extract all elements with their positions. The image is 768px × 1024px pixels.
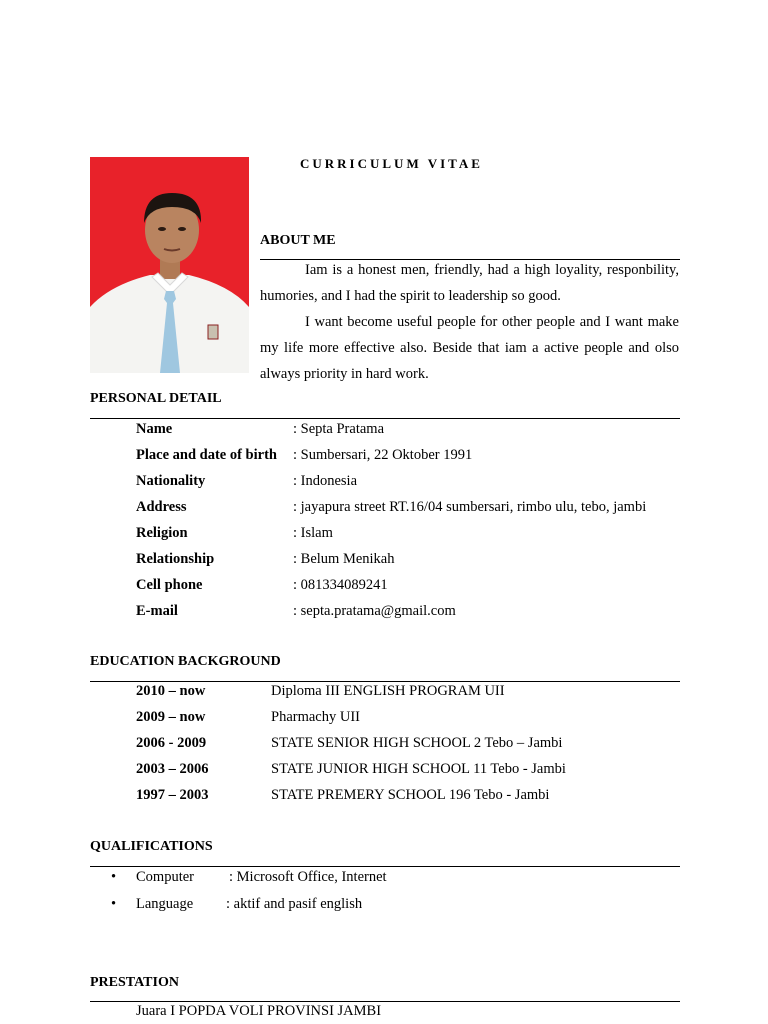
about-text — [260, 257, 679, 387]
detail-value: : Sumbersari, 22 Oktober 1991 — [293, 447, 473, 463]
education-row — [136, 732, 566, 758]
detail-value: : Islam — [293, 525, 333, 541]
detail-row — [136, 574, 646, 600]
about-heading: ABOUT ME — [260, 233, 336, 248]
qualifications-list — [111, 866, 387, 920]
detail-row — [136, 496, 646, 522]
qualification-value: : Microsoft Office, Internet — [229, 869, 387, 885]
bullet-icon: • — [111, 896, 117, 912]
education-school: Diploma III ENGLISH PROGRAM UII — [271, 683, 505, 699]
detail-value: : septa.pratama@gmail.com — [293, 603, 456, 619]
qualification-value: : aktif and pasif english — [226, 896, 363, 912]
detail-label: Name — [136, 421, 173, 437]
education-row — [136, 706, 566, 732]
about-paragraph: I want become useful people for other people and I want make my life more effective also. Beside that iam a active people and olso always priority in hard work. — [260, 314, 679, 382]
detail-label: Relationship — [136, 551, 215, 567]
qualification-item — [111, 893, 387, 920]
document-title: CURRICULUM VITAE — [300, 156, 483, 171]
detail-row — [136, 444, 646, 470]
qualification-label: Computer — [136, 869, 194, 885]
education-years: 2009 – now — [136, 709, 206, 725]
detail-value: : 081334089241 — [293, 577, 388, 593]
qualification-item — [111, 866, 387, 893]
detail-label: Cell phone — [136, 577, 203, 593]
detail-value: : Septa Pratama — [293, 421, 385, 437]
detail-row — [136, 600, 646, 626]
detail-label: Nationality — [136, 473, 206, 489]
education-school: STATE SENIOR HIGH SCHOOL 2 Tebo – Jambi — [271, 735, 563, 751]
education-heading: EDUCATION BACKGROUND — [90, 654, 281, 669]
about-paragraph: Iam is a honest men, friendly, had a high loyality, responbility, humories, and I had the spirit to leadership so good. — [260, 262, 679, 304]
personal-detail-list — [136, 418, 646, 626]
detail-label: Address — [136, 499, 187, 515]
detail-value: : jayapura street RT.16/04 sumbersari, rimbo ulu, tebo, jambi — [293, 499, 647, 515]
profile-photo — [90, 157, 249, 373]
prestation-heading: PRESTATION — [90, 975, 179, 990]
education-school: STATE JUNIOR HIGH SCHOOL 11 Tebo - Jambi — [271, 761, 566, 777]
education-years: 2010 – now — [136, 683, 206, 699]
detail-row — [136, 418, 646, 444]
detail-value: : Indonesia — [293, 473, 358, 489]
qualifications-heading: QUALIFICATIONS — [90, 839, 213, 854]
bullet-icon: • — [111, 869, 117, 885]
portrait-image — [90, 157, 249, 373]
education-years: 2006 - 2009 — [136, 735, 207, 751]
detail-label: Place and date of birth — [136, 447, 277, 463]
detail-value: : Belum Menikah — [293, 551, 395, 567]
detail-label: E-mail — [136, 603, 178, 619]
education-row — [136, 784, 566, 810]
detail-label: Religion — [136, 525, 188, 541]
education-row — [136, 758, 566, 784]
personal-heading: PERSONAL DETAIL — [90, 391, 222, 406]
education-years: 1997 – 2003 — [136, 787, 209, 803]
education-list — [136, 680, 566, 810]
detail-row — [136, 470, 646, 496]
qualification-label: Language — [136, 896, 194, 912]
education-school: STATE PREMERY SCHOOL 196 Tebo - Jambi — [271, 787, 550, 803]
detail-row — [136, 548, 646, 574]
education-years: 2003 – 2006 — [136, 761, 209, 777]
education-row — [136, 680, 566, 706]
education-school: Pharmachy UII — [271, 709, 360, 725]
detail-row — [136, 522, 646, 548]
prestation-item: Juara I POPDA VOLI PROVINSI JAMBI — [136, 1003, 382, 1019]
